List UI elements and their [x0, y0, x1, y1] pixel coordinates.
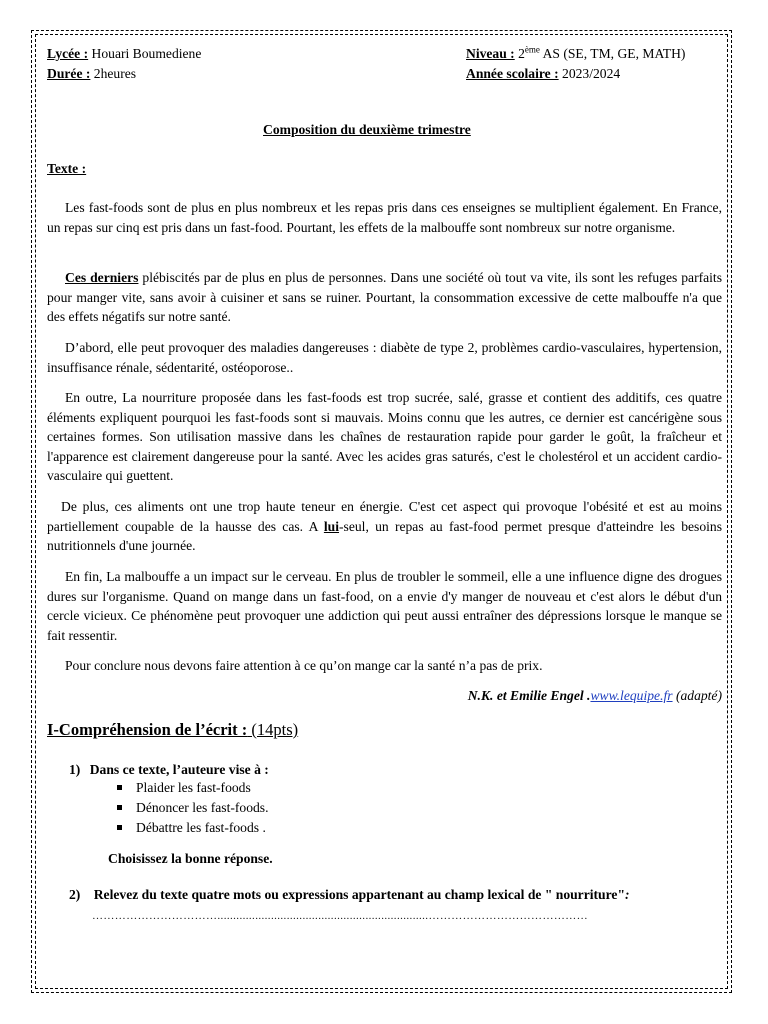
bullet-icon: [117, 805, 122, 810]
option-1-text: Plaider les fast-foods: [136, 780, 251, 795]
lycee-value: Houari Boumediene: [88, 46, 202, 61]
paragraph-6-text: En fin, La malbouffe a un impact sur le cerveau. En plus de troubler le sommeil, elle a une influence digne des drogues dures sur l'organisme. Quand on mange dans un fast-food, on a envie d'y manger de nouveau et c'est alors le début d'un cercle vicieux. Ce phénomène peut provoquer une addiction qui peut aussi entraîner des dépressions lorsque le manque se fait ressentir.: [47, 569, 722, 643]
header-niveau: [466, 44, 685, 64]
niveau-suffix: AS (SE, TM, GE, MATH): [539, 46, 686, 61]
page-title: Composition du deuxième trimestre: [263, 122, 471, 137]
source-note: (adapté): [672, 688, 722, 703]
section-heading: [47, 720, 298, 740]
paragraph-5-text-b: -seul, un repas au fast-food permet presque d'atteindre les besoins nutritionnels d'une journée.: [47, 518, 722, 554]
paragraph-4: [47, 388, 722, 486]
paragraph-7: [47, 656, 722, 676]
paragraph-5: [47, 497, 722, 556]
paragraph-5-text-a: De plus, ces aliments ont une trop haute teneur en énergie. C'est cet aspect qui provoque l'obésité et est au moins partiellement coupable de la hausse des cas. A: [47, 499, 722, 534]
question-1-text: Dans ce texte, l’auteure vise à :: [89, 762, 269, 777]
annee-label: Année scolaire :: [466, 66, 559, 81]
option-2-text: Dénoncer les fast-foods.: [136, 800, 269, 815]
source-link[interactable]: www.lequipe.fr: [590, 688, 673, 703]
section-points: (14pts): [247, 720, 299, 739]
answer-line[interactable]: ……………………………...................................................................……………………………………: [92, 910, 589, 922]
option-1: [117, 780, 251, 796]
niveau-sup: ème: [524, 44, 540, 55]
paragraph-1: [47, 198, 722, 237]
annee-value: 2023/2024: [558, 66, 621, 81]
niveau-label: Niveau :: [466, 46, 515, 61]
question-2-colon: :: [625, 887, 630, 902]
bullet-icon: [117, 785, 122, 790]
texte-label: Texte :: [47, 161, 87, 176]
option-3: [117, 820, 266, 836]
option-3-text: Débattre les fast-foods .: [136, 820, 266, 835]
paragraph-3-text: D’abord, elle peut provoquer des maladies dangereuses : diabète de type 2, problèmes cardio-vasculaires, hypertension, insuffisance rénale, sédentarité, ostéoporose..: [47, 340, 722, 375]
paragraph-2-body: [47, 268, 722, 327]
niveau-prefix: 2: [514, 46, 525, 61]
question-2-text: Relevez du texte quatre mots ou expressions appartenant au champ lexical de " nourriture": [93, 887, 625, 902]
question-2-number: 2): [69, 887, 81, 902]
paragraph-6: [47, 567, 722, 645]
duree-value: 2heures: [90, 66, 137, 81]
question-1-instruction: Choisissez la bonne réponse.: [108, 851, 273, 866]
question-1: [69, 762, 269, 778]
question-1-number: 1): [69, 762, 81, 777]
header-annee: [466, 64, 620, 84]
paragraph-1-text: Les fast-foods sont de plus en plus nombreux et les repas pris dans ces enseignes se multiplient également. En France, un repas sur cinq est pris dans un fast-food. Pourtant, les effets de la malbouffe sont nombreux sur notre organisme.: [47, 200, 722, 235]
duree-label: Durée :: [47, 66, 91, 81]
header-lycee: [47, 44, 201, 64]
paragraph-4-text: En outre, La nourriture proposée dans les fast-foods est trop sucrée, salé, grasse et contient des additifs, ces quatre éléments expliquent pourquoi les fast-foods sont si mauvais. Moins connu que les autres, ce dernier est cancérigène sous certaines formes. Son utilisation massive dans les chaînes de restauration rapide pour garder le goût, la fraîcheur et l'apparence est clairement dangereuse pour la santé. Avec les acides gras saturés, c'est le cholestérol et un accident cardio-vasculaire qui guettent.: [47, 390, 722, 484]
paragraph-3: [47, 338, 722, 377]
paragraph-2: [47, 268, 722, 327]
paragraph-2-text: plébiscités par de plus en plus de personnes. Dans une société où tout va vite, ils sont les refuges parfaits pour manger vite, sans avoir à cuisiner et sans se ruiner. Pourtant, la consommation excessive de cette malbouffe n'a que des effets négatifs sur notre santé.: [47, 270, 722, 325]
paragraph-5-body: [47, 497, 722, 556]
source-authors: N.K. et Emilie Engel .: [467, 688, 591, 703]
bullet-icon: [117, 825, 122, 830]
paragraph-7-text: Pour conclure nous devons faire attention à ce qu’on mange car la santé n’a pas de prix.: [65, 658, 543, 673]
source-line: [468, 688, 722, 704]
lycee-label: Lycée :: [47, 46, 89, 61]
option-2: [117, 800, 269, 816]
section-title: I-Compréhension de l’écrit :: [47, 720, 248, 739]
question-2: [69, 887, 630, 903]
header-duree: [47, 64, 136, 84]
paragraph-5-emphasis: lui: [323, 518, 340, 534]
paragraph-2-emphasis: Ces derniers: [65, 270, 139, 285]
